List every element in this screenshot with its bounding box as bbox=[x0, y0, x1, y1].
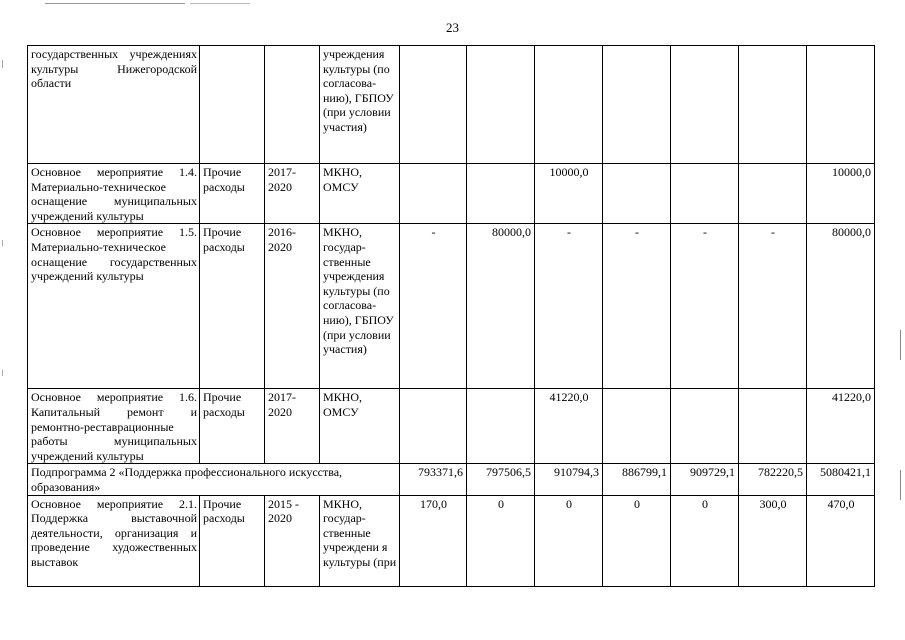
value-cell bbox=[400, 46, 467, 164]
value-cell bbox=[467, 46, 535, 164]
left-margin-mark bbox=[2, 240, 3, 246]
value-cell: - bbox=[603, 224, 671, 389]
value-cell: 886799,1 bbox=[603, 464, 671, 495]
value-cell bbox=[467, 389, 535, 464]
value-cell: 793371,6 bbox=[400, 464, 467, 495]
executor: МКНО, ОМСУ bbox=[320, 389, 400, 464]
value-cell bbox=[400, 389, 467, 464]
executor: МКНО, ОМСУ bbox=[320, 164, 400, 224]
table-row bbox=[28, 495, 875, 586]
value-cell bbox=[739, 164, 807, 224]
period bbox=[265, 46, 320, 164]
value-cell: 910794,3 bbox=[535, 464, 603, 495]
left-margin-mark bbox=[2, 370, 3, 376]
left-margin-mark bbox=[2, 60, 3, 68]
value-cell bbox=[671, 389, 739, 464]
value-cell: - bbox=[739, 224, 807, 389]
total-cell: 41220,0 bbox=[807, 389, 875, 464]
top-scan-line-2 bbox=[190, 3, 250, 4]
subprogram-row bbox=[28, 464, 875, 495]
total-cell: 470,0 bbox=[807, 495, 875, 586]
value-cell: - bbox=[671, 224, 739, 389]
value-cell: 797506,5 bbox=[467, 464, 535, 495]
budget-table bbox=[27, 45, 875, 587]
value-cell: 170,0 bbox=[400, 495, 467, 586]
value-cell: 80000,0 bbox=[467, 224, 535, 389]
total-cell: 10000,0 bbox=[807, 164, 875, 224]
subprogram-title: Подпрограмма 2 «Поддержка профессионального искусства, образования» bbox=[28, 464, 400, 495]
total-cell bbox=[807, 46, 875, 164]
value-cell: 0 bbox=[603, 495, 671, 586]
value-cell: - bbox=[535, 224, 603, 389]
measure-description: Основное мероприятие 1.5. Материально-техническое оснащение государственных учреждений культуры bbox=[28, 224, 200, 389]
period: 2017-2020 bbox=[265, 389, 320, 464]
top-scan-line bbox=[45, 3, 185, 4]
value-cell bbox=[467, 164, 535, 224]
measure-description: Основное мероприятие 1.4. Материально-техническое оснащение муниципальных учреждений культуры bbox=[28, 164, 200, 224]
expense-type: Прочие расходы bbox=[200, 495, 265, 586]
page-number: 23 bbox=[446, 20, 459, 35]
period: 2015 - 2020 bbox=[265, 495, 320, 586]
value-cell: 300,0 bbox=[739, 495, 807, 586]
value-cell bbox=[671, 164, 739, 224]
measure-description: Основное мероприятие 1.6. Капитальный ремонт и ремонтно-реставрационные работы муниципальных учреждений культуры bbox=[28, 389, 200, 464]
value-cell: - bbox=[400, 224, 467, 389]
total-cell: 5080421,1 bbox=[807, 464, 875, 495]
value-cell: 782220,5 bbox=[739, 464, 807, 495]
value-cell bbox=[535, 46, 603, 164]
table-row bbox=[28, 389, 875, 464]
value-cell: 0 bbox=[671, 495, 739, 586]
executor: МКНО, государ-ственные учреждени я культуры (при bbox=[320, 495, 400, 586]
value-cell bbox=[603, 164, 671, 224]
value-cell: 10000,0 bbox=[535, 164, 603, 224]
value-cell bbox=[739, 389, 807, 464]
table-row bbox=[28, 46, 875, 164]
right-margin-mark bbox=[900, 330, 901, 360]
value-cell: 0 bbox=[467, 495, 535, 586]
expense-type: Прочие расходы bbox=[200, 389, 265, 464]
value-cell: 909729,1 bbox=[671, 464, 739, 495]
measure-description: государственных учреждениях культуры Нижегородской области bbox=[28, 46, 200, 164]
value-cell bbox=[400, 164, 467, 224]
value-cell bbox=[739, 46, 807, 164]
period: 2017-2020 bbox=[265, 164, 320, 224]
executor: учреждения культуры (по согласова-нию), ГБПОУ (при условии участия) bbox=[320, 46, 400, 164]
executor: МКНО, государ-ственные учреждения культуры (по согласова-нию), ГБПОУ (при условии участия) bbox=[320, 224, 400, 389]
table-row bbox=[28, 224, 875, 389]
value-cell: 41220,0 bbox=[535, 389, 603, 464]
expense-type bbox=[200, 46, 265, 164]
value-cell: 0 bbox=[535, 495, 603, 586]
measure-description: Основное мероприятие 2.1. Поддержка выставочной деятельности, организация и проведение художественных выставок bbox=[28, 495, 200, 586]
value-cell bbox=[671, 46, 739, 164]
table-row bbox=[28, 164, 875, 224]
total-cell: 80000,0 bbox=[807, 224, 875, 389]
expense-type: Прочие расходы bbox=[200, 164, 265, 224]
period: 2016-2020 bbox=[265, 224, 320, 389]
value-cell bbox=[603, 389, 671, 464]
right-margin-mark bbox=[900, 470, 901, 500]
expense-type: Прочие расходы bbox=[200, 224, 265, 389]
value-cell bbox=[603, 46, 671, 164]
